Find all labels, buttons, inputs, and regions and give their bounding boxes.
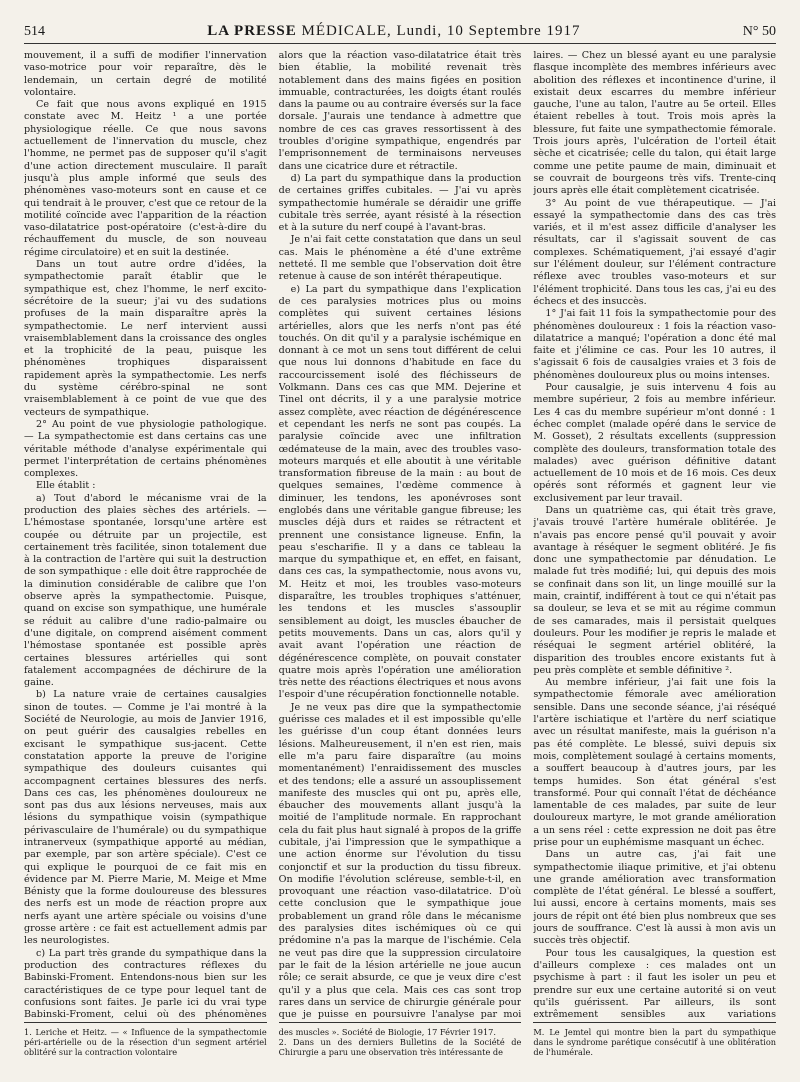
paragraph: b) La nature vraie de certaines causalgies sinon de toutes. — Comme je l'ai montré à la Société de Neurologie, au mois de Janvier 1916, on peut guérir des causalgies rebelles en excisant le sympathique sus-jacent. Cette constatation apporte la preuve de l'origine sympathique des douleurs cuisantes qui accompagnent certaines blessures des nerfs. Dans ces cas, les phénomènes douloureux ne sont pas dus aux lésions nerveuses, mais aux lésions du sympathique voisin (sympathique périvasculaire de l'humérale) ou du sympathique intranerveux (sympathique apporté au médian, par exemple, par son artère spéciale). C'est ce qui explique le pourquoi de ce fait mis en évidence par M. Pierre Marie, M. Meige et Mme Bénisty que la forme douloureuse des blessures des nerfs est un mode de réaction propre aux nerfs ayant une artère spéciale ou voisins d'une grosse artère : ce fait est actuellement admis par les neurologistes. [24,689,267,947]
footnotes [24,1022,776,1057]
column-3 [533,50,776,1020]
paragraph: Elle établit : [36,480,96,492]
journal-title-bold: LA PRESSE [207,23,297,39]
paragraph: Ce fait que nous avons expliqué en 1915 constate avec M. Heitz ¹ a une portée physiologique réelle. Ce que nous savons actuellement de l'innervation du muscle, chez l'homme, ne permet pas de supposer qu'il s'agit d'une action directement musculaire. Il paraît jusqu'à plus ample informé que seuls des phénomènes vaso-moteurs sont en cause et ce qui tendrait à le prouver, c'est que ce retour de la motilité coïncide avec l'apparition de la réaction vaso-dilatatrice post-opératoire (c'est-à-dire du réchauffement du muscle, de son nouveau régime circulatoire) et en suit la destinée. [24,99,267,258]
paragraph: c) La part très grande du sympathique dans la production des contractures réflexes du Babinski-Froment. Entendons-nous bien sur les caractéristiques de ce type pour lequel tant de confusions sont faites. Je parle ici du vrai type Babinski-Froment, celui où des phénomènes [24,947,267,1020]
journal-title-rest: MÉDICALE, Lundi, 10 Septembre 1917 [301,23,581,39]
footnote-1: 1. Leriche et Heitz. — « Influence de la sympathectomie péri-artérielle ou de la résection d'un segment artériel oblitéré sur la contraction volontaire [24,1027,267,1057]
footnote-1-continued: des muscles ». Société de Biologie, 17 Février 1917. [278,1027,496,1037]
journal-title [207,23,580,40]
paragraph: Je n'ai fait cette constatation que dans un seul cas. Mais le phénomène a été d'une extrême netteté. Il me semble que l'observation doit être retenue à cause de son intérêt thérapeutique. [278,234,522,283]
issue-number: N° 50 [742,24,776,39]
running-header [24,18,776,44]
paragraph: alors que la réaction vaso-dilatatrice était très bien établie, la mobilité revenait très notablement dans des mains figées en position immuable, contracturées, les doigts étant roulés dans la paume ou au contraire éversés sur la face dorsale. J'aurais une tendance à admettre que nombre de ces cas graves ressortissent à des troubles d'origine sympathique, engendrés par l'emprisonnement de terminaisons nerveuses dans une cicatrice dure et rétractile. [278,50,522,172]
text-columns [24,50,776,1020]
paragraph: Pour causalgie, je suis intervenu 4 fois au membre supérieur, 2 fois au membre inférieur. Les 4 cas du membre supérieur m'ont donné : 1 échec complet (malade opéré dans le service de M. Gosset), 2 résultats excellents (suppression complète des douleurs, transformation totale des malades) avec guérison définitive datant actuellement de 10 mois et de 16 mois. Ces deux opérés sont réformés et gagnent leur vie exclusivement par leur travail. [533,382,777,504]
footnote-column-3 [533,1022,776,1057]
paragraph: Dans un quatrième cas, qui était très grave, j'avais trouvé l'artère humérale oblitérée. Je n'avais pas encore pensé qu'il pouvait y avoir avantage à réséquer le segment oblitéré. Je fis donc une sympathectomie par dénudation. Le malade fut très modifié; lui, qui depuis des mois se confinait dans son lit, un linge mouillé sur la main, craintif, indifférent à tout ce qui n'était pas sa douleur, se leva et se mit au régime commun de ses camarades, mais il persistait quelques douleurs. Pour les modifier je repris le malade et réséquai le segment artériel oblitéré, la disparition des troubles encore existants fut à peu près complète et semble définitive ². [533,504,777,676]
paragraph: Dans un tout autre ordre d'idées, la sympathectomie paraît établir que le sympathique est, chez l'homme, le nerf excito-sécrétoire de la sueur; j'ai vu des sudations profuses de la main disparaître après la sympathectomie. Le nerf intervient aussi vraisemblablement dans la croissance des ongles et la trophicité de la peau, puisque les phénomènes trophiques disparaissent rapidement après la sympathectomie. Les nerfs du système cérébro-spinal ne sont vraisemblablement à ce point de vue que des vecteurs de sympathique. [24,259,267,418]
paragraph: a) Tout d'abord le mécanisme vrai de la production des plaies sèches des artériels. — L'hémostase spontanée, lorsqu'une artère est coupée ou détruite par un projectile, est certainement très facilitée, sinon totalement due à la contraction de l'artère qui suit la destruction de son sympathique : elle doit être rapprochée de la diminution considérable de calibre que l'on observe après la sympathectomie. Puisque, quand on excise son sympathique, une humérale se réduit au calibre d'une radio-palmaire ou d'une digitale, on comprend aisément comment l'hémostase spontanée est possible après certaines blessures artérielles qui sont fatalement accompagnées de déchirure de la gaine. [24,492,267,689]
paragraph: e) La part du sympathique dans l'explication de ces paralysies motrices plus ou moins complètes qui suivent certaines lésions artérielles, alors que les nerfs n'ont pas été touchés. On dit qu'il y a paralysie ischémique en donnant à ce mot un sens tout différent de celui que nous lui donnons d'habitude en face du raccourcissement isolé des fléchisseurs de Volkmann. Dans ces cas que MM. Dejerine et Tinel ont décrits, il y a une paralysie motrice assez complète, avec réaction de dégénérescence et cependant les nerfs ne sont pas coupés. La paralysie coïncide avec une infiltration œdémateuse de la main, avec des troubles vaso-moteurs marqués et elle aboutit à une véritable transformation fibreuse de la main : au bout de quelques semaines, l'œdème commence à diminuer, les tendons, les aponévroses sont englobés dans une véritable gangue fibreuse; les muscles déjà durs et raides se rétractent et prennent une consistance ligneuse. Enfin, la peau s'escharifie. Il y a dans ce tableau la marque du sympathique et, en effet, en faisant, dans ces cas, la sympathectomie, nous avons vu, M. Heitz et moi, les troubles vaso-moteurs disparaître, les troubles trophiques s'atténuer, les tendons et les muscles s'assouplir sensiblement au doigt, les muscles ébaucher de petits mouvements. Dans un cas, alors qu'il y avait avant l'opération une réaction de dégénérescence complète, on pouvait constater quatre mois après l'opération une amélioration très nette des réactions électriques et nous avons l'espoir d'une récupération fonctionnelle notable. [278,283,522,701]
paragraph: laires. — Chez un blessé ayant eu une paralysie flasque incomplète des membres inférieurs avec abolition des réflexes et incontinence d'urine, il existait deux escarres du membre inférieur gauche, l'une au talon, l'autre au 5e orteil. Elles étaient rebelles à tout. Trois mois après la blessure, fut faite une sympathectomie fémorale. Trois jours après, l'ulcération de l'orteil était sèche et cicatrisée; celle du talon, qui était large comme une petite paume de main, diminuait et se couvrait de bourgeons très vifs. Trente-cinq jours après elle était complètement cicatrisée. [533,50,777,197]
footnote-2: 2. Dans un des derniers Bulletins de la Société de Chirurgie a paru une observation très intéressante de [278,1037,522,1057]
paragraph: Au membre inférieur, j'ai fait une fois la sympathectomie fémorale avec amélioration sensible. Dans une seconde séance, j'ai réséqué l'artère ischiatique et l'artère du nerf sciatique avec un résultat manifeste, mais la guérison n'a pas été complète. Le blessé, suivi depuis six mois, complètement soulagé à certains moments, a souffert beaucoup à d'autres jours, par les temps humides. Son état général s'est transformé. Pour qui connaît l'état de déchéance lamentable de ces malades, par suite de leur douloureux martyre, le mot grande amélioration a un sens réel : cette expression ne doit pas être prise pour un euphémisme masquant un échec. [533,677,777,848]
paragraph: Je ne veux pas dire que la sympathectomie guérisse ces malades et il est impossible qu'elle les guérisse d'un coup étant données leurs lésions. Malheureusement, il n'en est rien, mais elle m'a paru faire disparaître (au moins momentanément) l'enraidissement des muscles et des tendons; elle a assuré un assouplissement manifeste des muscles qui ont pu, après elle, ébaucher des mouvements allant jusqu'à la moitié de l'amplitude normale. En rapprochant cela du fait plus haut signalé à propos de la griffe cubitale, j'ai l'impression que le sympathique a une action énorme sur l'évolution du tissu conjonctif et sur la production du tissu fibreux. On modifie l'évolution scléreuse, semble-t-il, en provoquant une réaction vaso-dilatatrice. D'où cette conclusion que le sympathique joue probablement un grand rôle dans le mécanisme des paralysies dites ischémiques où ce qui prédomine n'a pas la marque de l'ischémie. Cela ne veut pas dire que la suppression circulatoire par le fait de la lésion artérielle ne joue aucun rôle; ce serait absurde, ce que je veux dire c'est qu'il y a plus que cela. Mais ces cas sont trop rares dans un service de chirurgie générale pour que je puisse en poursuivre l'analyse par moi [278,701,522,1020]
paragraph: Dans un autre cas, j'ai fait une sympathectomie iliaque primitive, et j'ai obtenu une grande amélioration avec transformation complète de l'état général. Le blessé a souffert, lui aussi, encore à certains moments, mais ses jours de répit ont été bien plus nombreux que ses jours de souffrance. C'est là aussi à mon avis un succès très objectif. [533,849,777,947]
column-1 [24,50,267,1020]
paragraph: 1° J'ai fait 11 fois la sympathectomie pour des phénomènes douloureux : 1 fois la réaction vaso-dilatatrice a manqué; l'opération a donc été mal faite et j'élimine ce cas. Pour les 10 autres, il s'agissait 6 fois de causalgies vraies et 3 fois de phénomènes douloureux plus ou moins intenses. [533,308,777,381]
footnote-column-1 [24,1022,267,1057]
paragraph: 3° Au point de vue thérapeutique. — J'ai essayé la sympathectomie dans des cas très variés, et il m'est assez difficile d'analyser les résultats, car il s'agissait souvent de cas complexes. Schématiquement, j'ai essayé d'agir sur l'élément douleur, sur l'élément contracture réflexe avec troubles vaso-moteurs et sur l'élément trophicité. Dans tous les cas, j'ai eu des échecs et des insuccès. [533,197,777,307]
paragraph: d) La part du sympathique dans la production de certaines griffes cubitales. — J'ai vu après sympathectomie humérale se déraidir une griffe cubitale très serrée, ayant résisté à la résection et à la suture du nerf coupé à l'avant-bras. [278,172,522,234]
paragraph: 2° Au point de vue physiologie pathologique. — La sympathectomie est dans certains cas une véritable méthode d'analyse expérimentale qui permet l'interprétation de certains phénomènes complexes. [24,418,267,480]
page-number: 514 [24,24,45,39]
footnote-2-continued: M. Le Jemtel qui montre bien la part du sympathique dans le syndrome parétique consécutif à une oblitération de l'humérale. [533,1027,777,1057]
column-2 [279,50,522,1020]
paragraph: mouvement, il a suffi de modifier l'innervation vaso-motrice pour voir reparaître, dès le lendemain, un certain degré de motilité volontaire. [24,50,267,98]
footnote-column-2 [279,1022,522,1057]
paragraph: Pour tous les causalgiques, la question est d'ailleurs complexe : ces malades ont un psychisme à part : il faut les isoler un peu et prendre sur eux une certaine autorité si on veut qu'ils guérissent. Par ailleurs, ils sont extrêmement sensibles aux variations [533,947,777,1020]
